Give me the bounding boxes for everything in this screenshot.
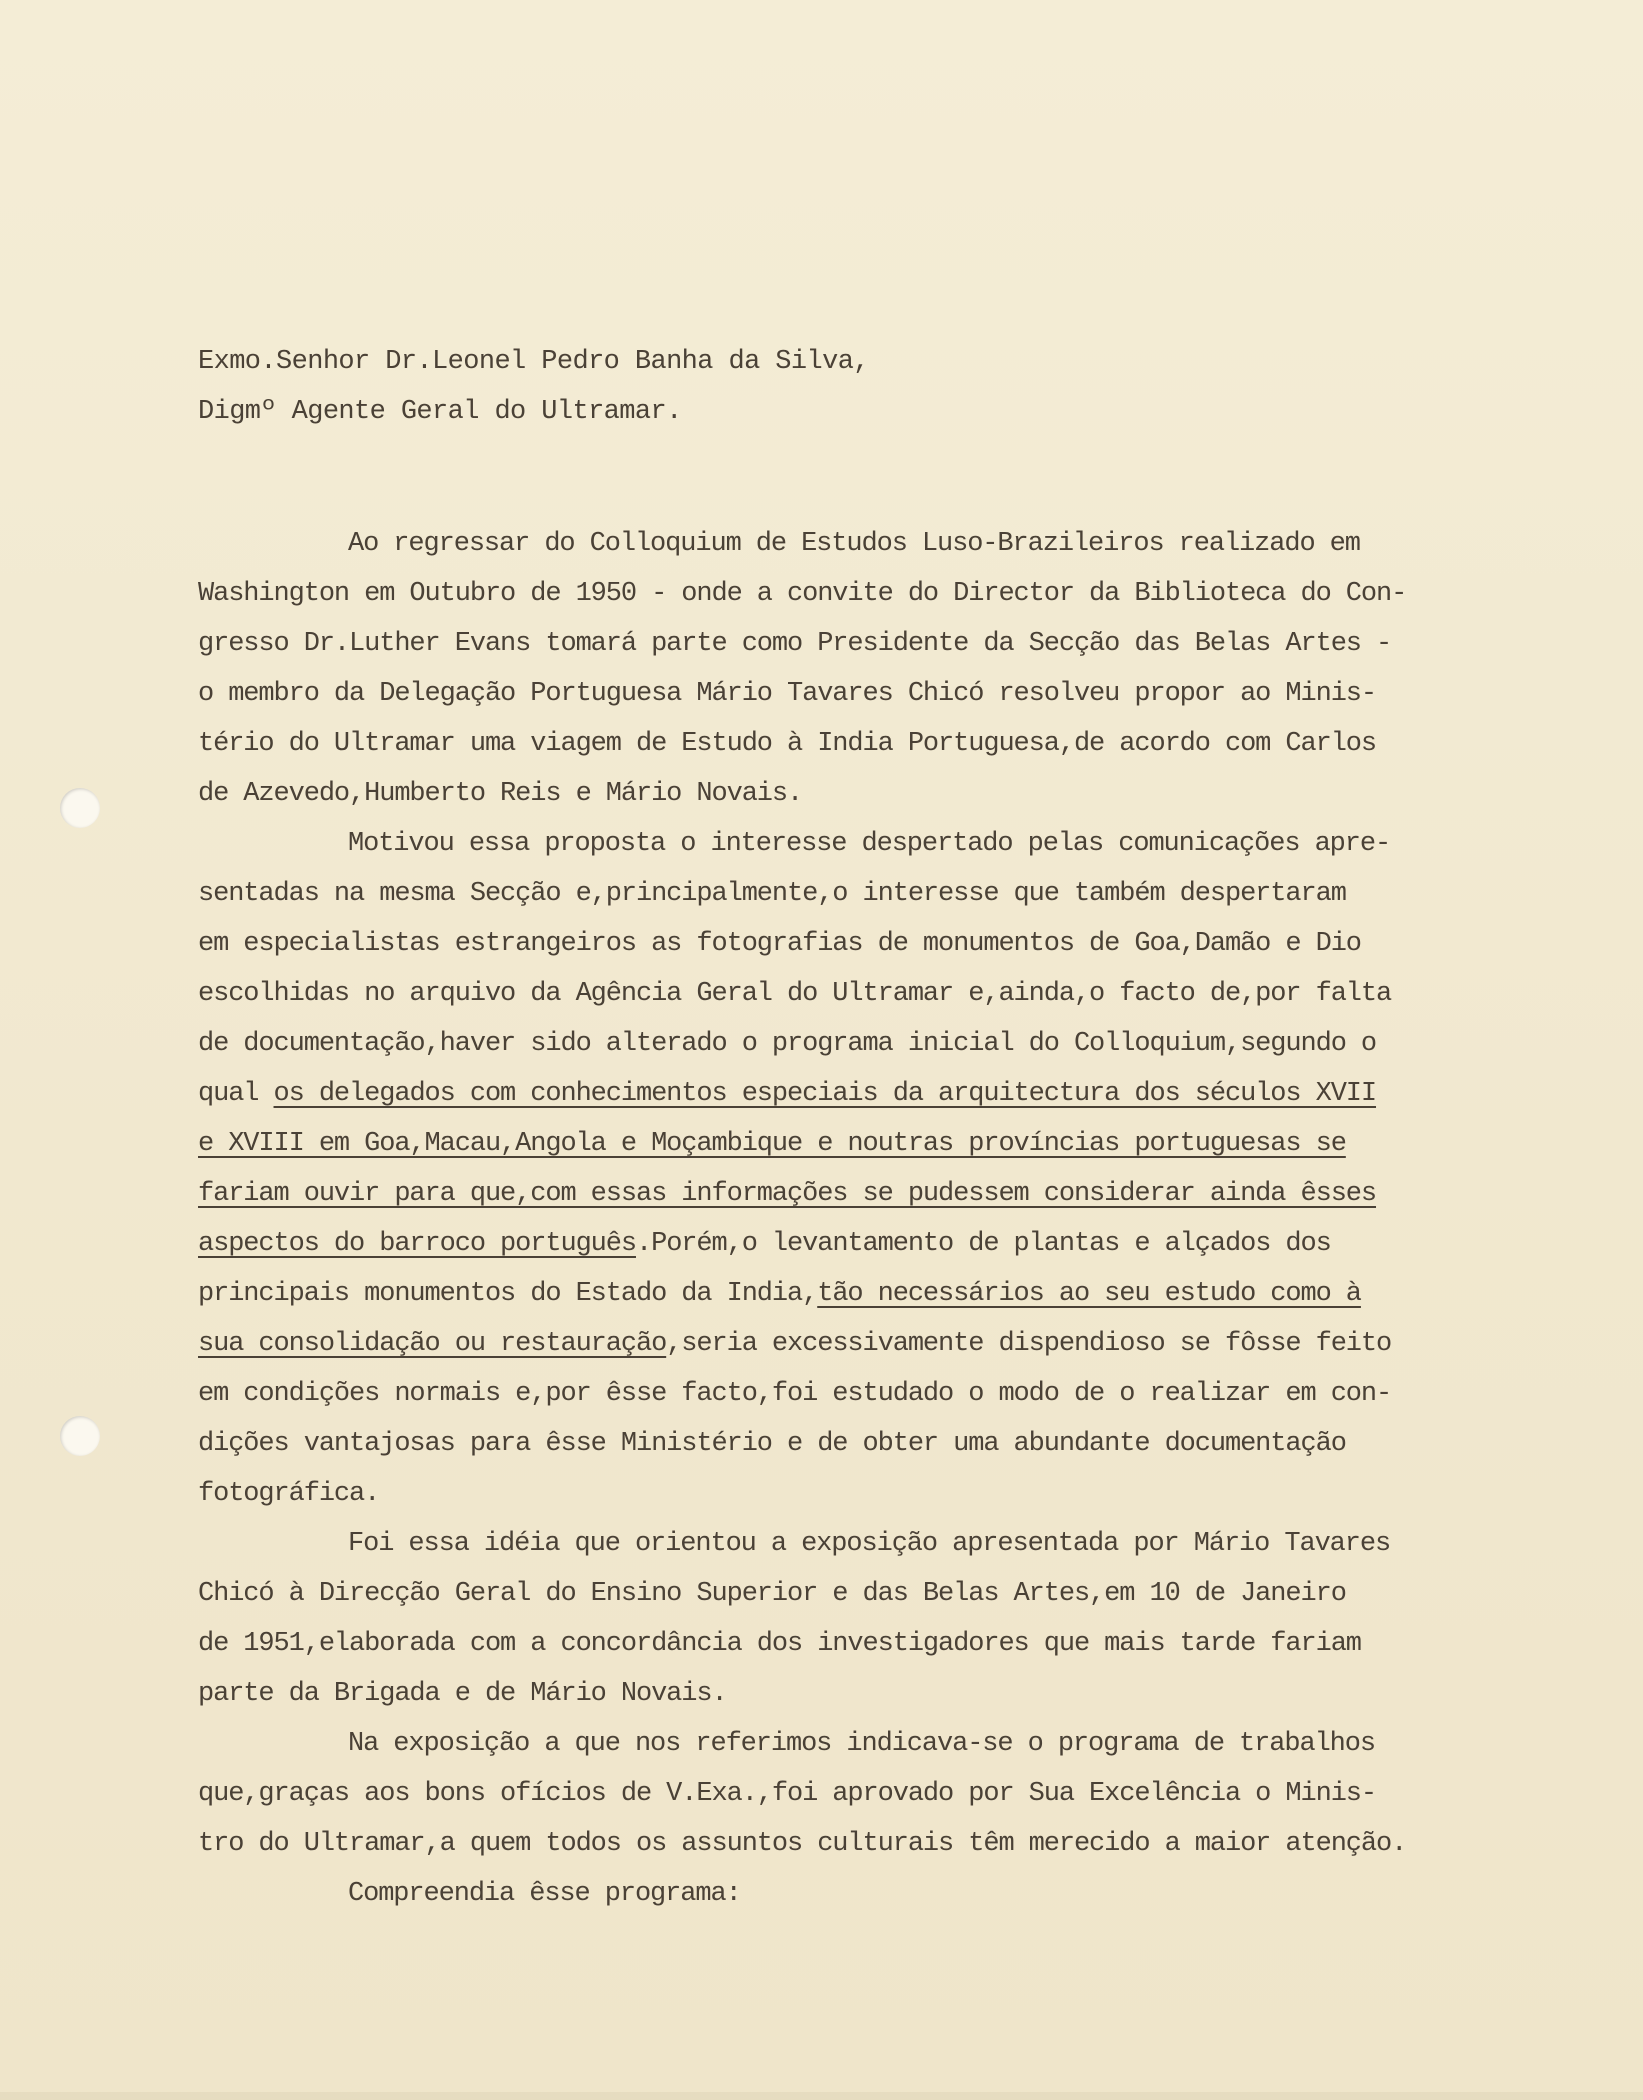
underlined-text: os delegados com conhecimentos especiais da arquitectura dos séculos XVII <box>273 1079 1377 1109</box>
punch-hole <box>60 1416 100 1456</box>
body-line <box>198 1769 1538 1819</box>
body-line <box>198 1869 1538 1919</box>
body-line <box>198 1219 1538 1269</box>
body-text-segment: Washington em Outubro de 1950 - onde a convite do Director da Biblioteca do Con- <box>198 579 1407 609</box>
addressee-line-2: Digmº Agente Geral do Ultramar. <box>198 397 682 427</box>
body-line <box>198 1269 1538 1319</box>
letter-body <box>198 519 1538 1919</box>
body-text-segment: sentadas na mesma Secção e,principalmente,o interesse que também despertaram <box>198 879 1346 909</box>
body-text-segment: principais monumentos do Estado da India, <box>198 1279 818 1309</box>
body-text-segment: Na exposição a que nos referimos indicava-se o programa de trabalhos <box>348 1729 1375 1759</box>
body-line <box>198 1619 1538 1669</box>
body-text-segment: Chicó à Direcção Geral do Ensino Superior e das Belas Artes,em 10 de Janeiro <box>198 1579 1346 1609</box>
body-line <box>198 1119 1538 1169</box>
body-text-segment: qual <box>198 1079 274 1109</box>
body-text-segment: Ao regressar do Colloquium de Estudos Luso-Brazileiros realizado em <box>348 529 1360 559</box>
body-line <box>198 1169 1538 1219</box>
body-line <box>198 519 1538 569</box>
body-text-segment: .Porém,o levantamento de plantas e alçados dos <box>635 1229 1331 1259</box>
body-line <box>198 719 1538 769</box>
body-text-segment: parte da Brigada e de Mário Novais. <box>198 1679 727 1709</box>
body-line <box>198 769 1538 819</box>
body-text-segment: Motivou essa proposta o interesse despertado pelas comunicações apre- <box>348 829 1391 859</box>
body-line <box>198 669 1538 719</box>
page-bottom-edge <box>0 2092 1643 2100</box>
body-line <box>198 1419 1538 1469</box>
body-line <box>198 1819 1538 1869</box>
body-line <box>198 869 1538 919</box>
addressee-block <box>198 337 1538 437</box>
body-line <box>198 1569 1538 1619</box>
body-line <box>198 619 1538 669</box>
body-text-segment: ,seria excessivamente dispendioso se fôsse feito <box>666 1329 1392 1359</box>
body-line <box>198 819 1538 869</box>
body-line <box>198 919 1538 969</box>
body-text-segment: fotográfica. <box>198 1479 380 1509</box>
body-text-segment: dições vantajosas para êsse Ministério e de obter uma abundante documentação <box>198 1429 1346 1459</box>
body-line <box>198 569 1538 619</box>
underlined-text: tão necessários ao seu estudo como à <box>817 1279 1361 1309</box>
body-text-segment: gresso Dr.Luther Evans tomará parte como Presidente da Secção das Belas Artes - <box>198 629 1392 659</box>
body-text-segment: de Azevedo,Humberto Reis e Mário Novais. <box>198 779 803 809</box>
body-text-segment: em especialistas estrangeiros as fotografias de monumentos de Goa,Damão e Dio <box>198 929 1361 959</box>
body-line <box>198 1019 1538 1069</box>
body-line <box>198 1319 1538 1369</box>
body-line <box>198 1719 1538 1769</box>
body-text-segment: Foi essa idéia que orientou a exposição apresentada por Mário Tavares <box>348 1529 1391 1559</box>
body-line <box>198 1369 1538 1419</box>
punch-hole <box>60 788 100 828</box>
body-text-segment: escolhidas no arquivo da Agência Geral do Ultramar e,ainda,o facto de,por falta <box>198 979 1392 1009</box>
body-text-segment: de documentação,haver sido alterado o programa inicial do Colloquium,segundo o <box>198 1029 1377 1059</box>
underlined-text: e XVIII em Goa,Macau,Angola e Moçambique e noutras províncias portuguesas se <box>198 1129 1346 1159</box>
body-text-segment: de 1951,elaborada com a concordância dos investigadores que mais tarde fariam <box>198 1629 1361 1659</box>
body-text-segment: que,graças aos bons ofícios de V.Exa.,foi aprovado por Sua Excelência o Minis- <box>198 1779 1377 1809</box>
addressee-line-1: Exmo.Senhor Dr.Leonel Pedro Banha da Silva, <box>198 347 869 377</box>
body-line <box>198 1469 1538 1519</box>
body-line <box>198 1519 1538 1569</box>
body-text-segment: tro do Ultramar,a quem todos os assuntos culturais têm merecido a maior atenção. <box>198 1829 1407 1859</box>
body-text-segment: tério do Ultramar uma viagem de Estudo à India Portuguesa,de acordo com Carlos <box>198 729 1377 759</box>
underlined-text: aspectos do barroco português <box>198 1229 636 1259</box>
body-line <box>198 1669 1538 1719</box>
body-text-segment: em condições normais e,por êsse facto,foi estudado o modo de o realizar em con- <box>198 1379 1392 1409</box>
body-line <box>198 969 1538 1019</box>
underlined-text: sua consolidação ou restauração <box>198 1329 667 1359</box>
body-text-segment: Compreendia êsse programa: <box>348 1879 741 1909</box>
underlined-text: fariam ouvir para que,com essas informações se pudessem considerar ainda êsses <box>198 1179 1377 1209</box>
body-text-segment: o membro da Delegação Portuguesa Mário Tavares Chicó resolveu propor ao Minis- <box>198 679 1377 709</box>
body-line <box>198 1069 1538 1119</box>
